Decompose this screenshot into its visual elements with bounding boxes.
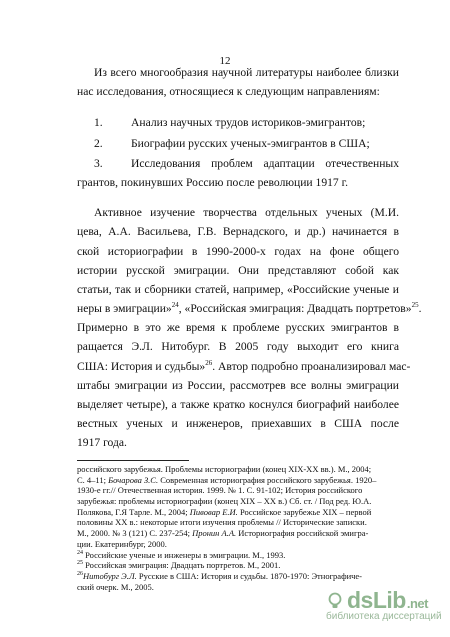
direction-item (77, 134, 399, 153)
page-number: 12 (219, 55, 231, 67)
footnote-line: зарубежья: проблемы историографии (конец XIX – XX в.) Сб. ст. / Под ред. Ю.А. (77, 496, 372, 507)
paragraph-line: ращается Э.Л. Нитобург. В 2005 году выходит его книга (77, 340, 399, 354)
direction-item (77, 113, 399, 132)
watermark-logo-suffix: .net (406, 596, 428, 611)
paragraph-line: ской историографии в 1990-2000-х годах на фоне общего (77, 244, 399, 258)
footnote-line: ции. Екатеринбург, 2000. (77, 538, 167, 549)
watermark-subtitle: библиотека диссертаций (326, 611, 442, 622)
main-text (77, 63, 422, 453)
footnote-24 (77, 550, 399, 561)
footnote-ref[interactable]: 25 (411, 301, 419, 310)
footnote-line (77, 528, 399, 539)
direction-text: Анализ научных трудов историков-эмигрантов; (131, 116, 366, 130)
paragraph-text: неры в эмиграции» (77, 302, 172, 316)
paragraph-line: истории русской эмиграции. Они представляют собой как (77, 263, 399, 277)
direction-number: 1. (94, 116, 103, 130)
footnote-author: Бочарова З.С. (108, 474, 159, 485)
paragraph-line: штабы эмиграции из России, рассмотрев все волны эмиграции (77, 378, 399, 392)
paragraph-line: Активное изучение творчества отдельных ученых (М.И. (94, 206, 399, 220)
lightbulb-icon (326, 592, 344, 610)
footnote-text: М., 2000. № 3 (121) С. 237-254; (77, 528, 193, 539)
watermark[interactable] (326, 587, 446, 622)
direction-continuation: грантов, покинувших Россию после революции 1917 г. (77, 175, 348, 189)
paragraph-line: Примерно в это же время к проблеме русских эмигрантов в (77, 321, 399, 335)
watermark-logo (347, 587, 428, 614)
footnote-text: Российская эмиграция: Двадцать портретов. М., 2001. (83, 560, 281, 571)
footnote-line: половины XX в.: некоторые итоги изучения проблемы // Исторические записки. (77, 517, 367, 528)
paragraph-text: . (418, 302, 422, 316)
footnote-text: Историография российской эмигра- (236, 528, 369, 539)
footnote-number: 24 (77, 549, 83, 556)
footnote-ref[interactable]: 26 (205, 358, 213, 367)
footnote-text: Полякова, Г.Я Тарле. М., 2004; (77, 506, 190, 517)
footnotes (77, 464, 399, 592)
footnote-line: российского зарубежья. Проблемы историографии (конец XIX-XX вв.). М., 2004; (77, 464, 372, 474)
paragraph-text: , «Российская эмиграция: Двадцать портретов» (178, 302, 412, 316)
footnote-text: С. 4–11; (77, 474, 109, 485)
footnote-text: Русские в США: История и судьбы. 1870-1970: Этнографиче- (136, 570, 363, 581)
footnote-number: 25 (77, 560, 83, 567)
footnote-author: Пронин А.А. (192, 528, 237, 539)
intro-line: Из всего многообразия научной литературы наиболее близки (94, 66, 399, 79)
footnote-number: 26 (77, 571, 83, 578)
paragraph-line: статьи, так и сборники статей, например, «Российские ученые и (77, 282, 399, 296)
watermark-logo-text: dsLib (347, 587, 406, 613)
direction-item (77, 154, 399, 173)
paragraph-line: выделяет четыре), а также кратко коснулся биографий наиболее (77, 398, 399, 411)
paragraph-line (77, 299, 422, 318)
paragraph-text: . Автор подробно проанализировал мас- (212, 359, 411, 373)
direction-number: 2. (94, 136, 103, 150)
footnote-text: Современная историография российского зарубежья. 1920– (158, 474, 377, 485)
footnote-divider (77, 460, 189, 461)
direction-text: Биографии русских ученых-эмигрантов в США; (131, 136, 370, 150)
footnote-text: Российские ученые и инженеры в эмиграции. М., 1993. (83, 549, 286, 560)
footnote-line (77, 507, 399, 518)
footnote-line (77, 475, 399, 486)
paragraph-text: США: История и судьбы» (77, 359, 206, 373)
footnote-25 (77, 560, 399, 571)
footnote-ref[interactable]: 24 (171, 301, 179, 310)
footnote-26 (77, 571, 399, 582)
direction-number: 3. (94, 156, 103, 170)
footnote-author: Нитобург Э.Л. (83, 570, 137, 581)
footnote-author: Пивовар Е.И. (189, 506, 238, 517)
footnote-line: ский очерк. М., 2005. (77, 581, 154, 592)
footnote-line: 1930-е гг.// Отечественная история. 1999. № 1. С. 91-102; История российского (77, 485, 363, 496)
footnote-text: Российское зарубежье XIX – первой (237, 506, 372, 517)
paragraph-line (77, 357, 411, 376)
paragraph-line: 1917 года. (77, 436, 127, 450)
paragraph-line: вестных ученых и инженеров, приехавших в США после (77, 417, 399, 431)
direction-text: Исследования проблем адаптации отечественных (131, 156, 399, 170)
paragraph-line: цева, А.А. Васильева, Г.В. Вернадского, и др.) начинается в (77, 225, 399, 239)
intro-line: нас исследования, относящиеся к следующим направлениям: (77, 85, 380, 99)
